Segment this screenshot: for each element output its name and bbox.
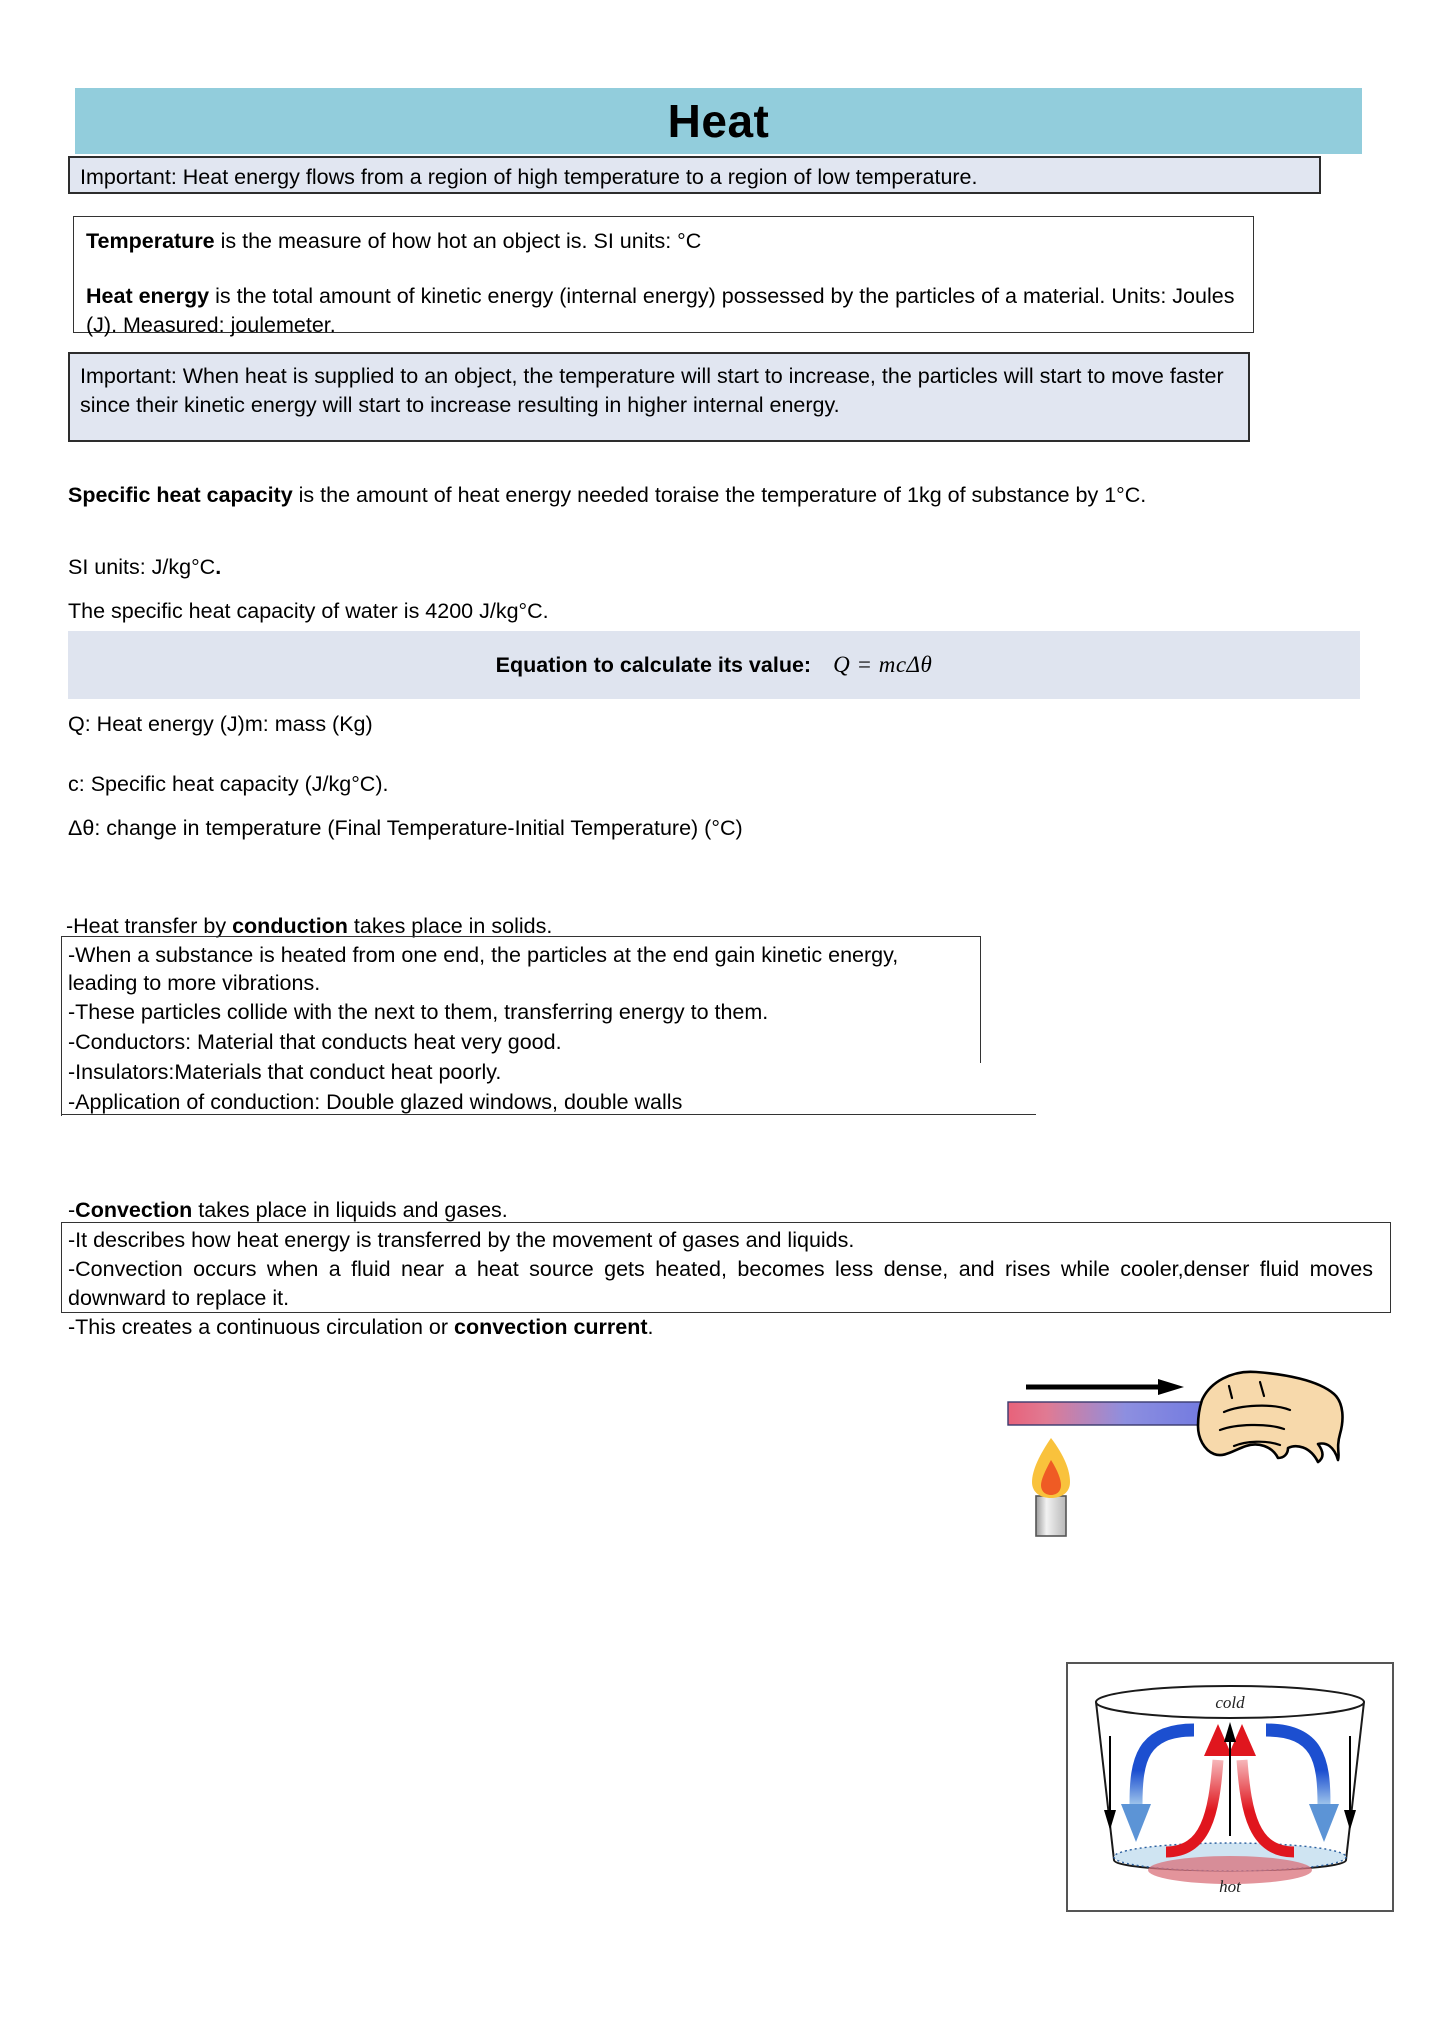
conduction-bullet-3: -Conductors: Material that conducts heat very good. [68, 1030, 562, 1054]
equation-band [68, 631, 1360, 699]
conduction-details-box [61, 936, 981, 1116]
conduction-bullet-1: -When a substance is heated from one end, the particles at the end gain kinetic energy, leading to more vibrations. [68, 943, 899, 995]
conduction-lead-pre: -Heat transfer by [66, 914, 233, 938]
label-cold: cold [1215, 1693, 1245, 1712]
water-shc-paragraph: The specific heat capacity of water is 4200 J/kg°C. [68, 599, 549, 623]
candle-icon [1036, 1496, 1066, 1536]
convection-lead-pre: - [68, 1198, 76, 1222]
important-callout-1 [68, 156, 1321, 194]
conduction-lead-post: takes place in solids. [347, 914, 553, 938]
page-title: Heat [667, 95, 770, 147]
definition-temperature-text: is the measure of how hot an object is. SI units: °C [214, 229, 702, 253]
definitions-box [73, 216, 1254, 337]
heat-direction-arrow [1026, 1379, 1184, 1395]
hand-icon [1198, 1372, 1342, 1462]
convection-bullet-3 [68, 1313, 1382, 1342]
variable-q-definition: Q: Heat energy (J)m: mass (Kg) [68, 712, 373, 736]
conduction-bullet-2: -These particles collide with the next to them, transferring energy to them. [68, 1000, 769, 1024]
si-units-period: . [215, 555, 222, 579]
conduction-box-right-border [980, 936, 981, 1063]
page-title-banner [75, 88, 1362, 154]
flame-icon [1032, 1438, 1070, 1498]
si-units-paragraph [68, 552, 868, 582]
conduction-box-bottom-border [61, 1114, 1036, 1115]
convection-details-box [61, 1222, 1391, 1339]
conduction-rod-hand-candle-illustration [988, 1342, 1348, 1562]
convection-bullet-2: -Convection occurs when a fluid near a heat source gets heated, becomes less dense, and rises while cooler,denser fluid moves downward to replace it. [68, 1257, 1373, 1310]
convection-bullet-3-pre: -This creates a continuous circulation or [68, 1315, 454, 1339]
convection-keyword: Convection [75, 1198, 193, 1222]
convection-current-keyword: convection current [453, 1315, 648, 1339]
metal-rod [1008, 1402, 1221, 1425]
equation-label: Equation to calculate its value: [495, 652, 812, 677]
important-callout-2 [68, 352, 1250, 442]
convection-lead-post: takes place in liquids and gases. [192, 1198, 508, 1222]
convection-beaker-illustration [1066, 1662, 1394, 1912]
convection-bullet-3-post: . [647, 1315, 654, 1339]
specific-heat-capacity-text: is the amount of heat energy needed toraise the temperature of 1kg of substance by 1°C. [292, 483, 1147, 507]
label-hot: hot [1219, 1877, 1241, 1896]
specific-heat-capacity-paragraph [68, 480, 1268, 510]
conduction-bullet-5: -Application of conduction: Double glazed windows, double walls [68, 1090, 683, 1114]
definition-temperature-term: Temperature [86, 229, 215, 253]
variable-delta-theta-definition: Δθ: change in temperature (Final Temperature-Initial Temperature) (°C) [68, 816, 743, 840]
variable-c-definition: c: Specific heat capacity (J/kg°C). [68, 772, 389, 796]
important-callout-1-text: Important: Heat energy flows from a region of high temperature to a region of low temperature. [80, 165, 978, 189]
conduction-keyword: conduction [232, 914, 348, 938]
convection-bullet-1: -It describes how heat energy is transferred by the movement of gases and liquids. [68, 1228, 855, 1252]
important-callout-2-text: Important: When heat is supplied to an object, the temperature will start to increase, the particles will start to move faster since their kinetic energy will start to increase resulting in higher internal energy. [80, 364, 1224, 417]
definition-temperature [86, 227, 1243, 256]
convection-lead-line [68, 1196, 1068, 1224]
equation-formula: Q = mcΔθ [833, 652, 933, 677]
definition-heat-energy [86, 282, 1243, 340]
conduction-bullet-4: -Insulators:Materials that conduct heat poorly. [68, 1060, 502, 1084]
specific-heat-capacity-term: Specific heat capacity [68, 483, 293, 507]
definition-heat-energy-term: Heat energy [86, 284, 210, 308]
si-units-text: SI units: J/kg°C [68, 555, 216, 579]
definition-heat-energy-text: is the total amount of kinetic energy (internal energy) possessed by the particles of a material. Units: Joules (J). Measured: joulemeter. [86, 284, 1235, 337]
